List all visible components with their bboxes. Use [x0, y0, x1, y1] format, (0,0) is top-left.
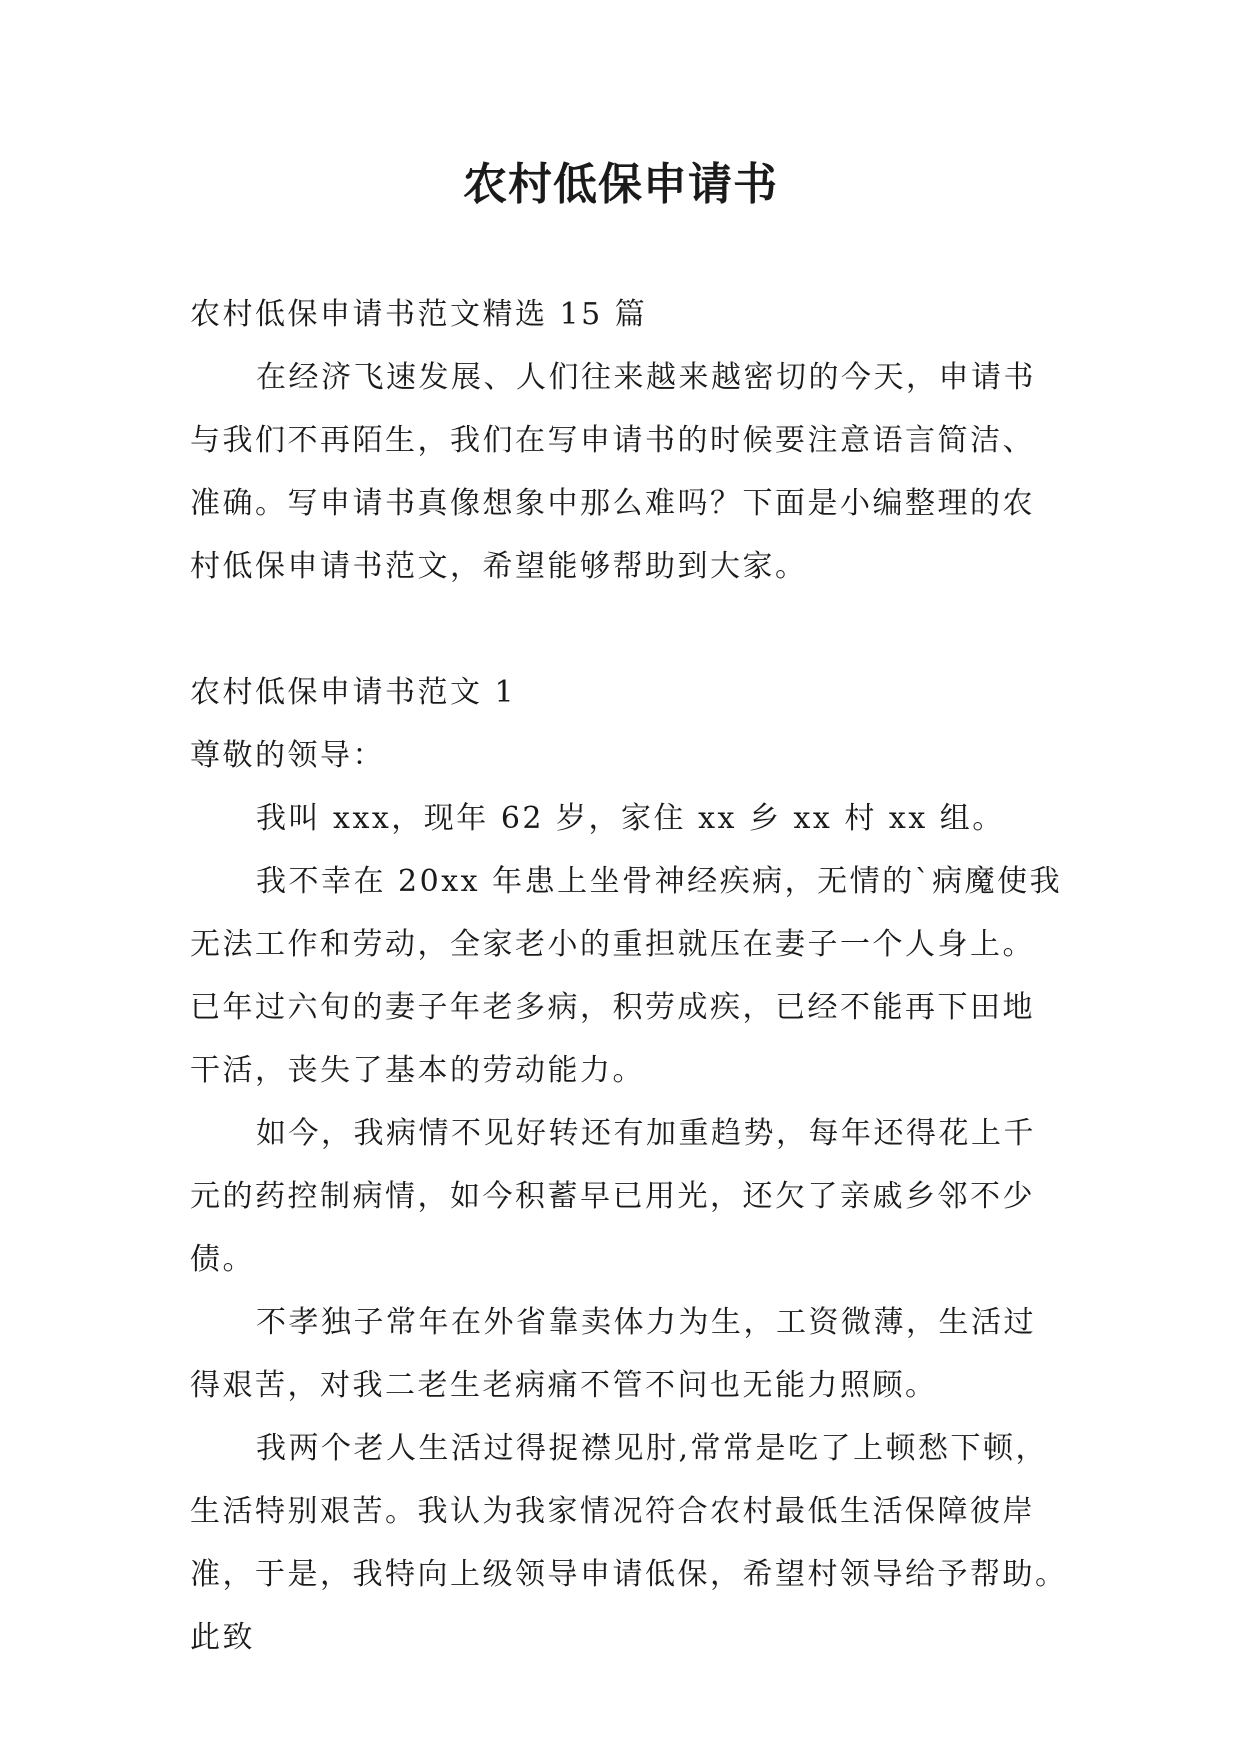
paragraph-line: 元的药控制病情，如今积蓄早已用光，还欠了亲戚乡邻不少 [190, 1179, 1035, 1214]
paragraph-line: 准，于是，我特向上级领导申请低保，希望村领导给予帮助。 [190, 1557, 1068, 1592]
sample-heading: 农村低保申请书范文 1 [190, 675, 517, 710]
paragraph-line: 无法工作和劳动，全家老小的重担就压在妻子一个人身上。 [190, 927, 1035, 962]
paragraph-line: 我不幸在 20xx 年患上坐骨神经疾病，无情的`病魔使我 [256, 864, 1063, 899]
paragraph-line: 得艰苦，对我二老生老病痛不管不问也无能力照顾。 [190, 1368, 938, 1403]
paragraph-line: 我叫 xxx，现年 62 岁，家住 xx 乡 xx 村 xx 组。 [256, 801, 1005, 836]
intro-line: 与我们不再陌生，我们在写申请书的时候要注意语言简洁、 [190, 423, 1035, 458]
paragraph-line: 已年过六旬的妻子年老多病，积劳成疾，已经不能再下田地 [190, 990, 1035, 1025]
intro-line: 在经济飞速发展、人们往来越来越密切的今天，申请书 [256, 360, 1036, 395]
paragraph-gap [190, 598, 1070, 661]
salutation: 尊敬的领导： [190, 738, 385, 773]
paragraph-line: 生活特别艰苦。我认为我家情况符合农村最低生活保障彼岸 [190, 1494, 1035, 1529]
paragraph-line: 不孝独子常年在外省靠卖体力为生，工资微薄，生活过 [256, 1305, 1036, 1340]
closing: 此致 [190, 1620, 255, 1655]
paragraph-line: 债。 [190, 1242, 255, 1277]
document-subtitle: 农村低保申请书范文精选 15 篇 [190, 297, 648, 332]
document-body [190, 283, 1070, 1669]
paragraph-line: 如今，我病情不见好转还有加重趋势，每年还得花上千 [256, 1116, 1036, 1151]
paragraph-line: 干活，丧失了基本的劳动能力。 [190, 1053, 645, 1088]
paragraph-line: 我两个老人生活过得捉襟见肘,常常是吃了上顿愁下顿， [256, 1431, 1049, 1466]
intro-line: 村低保申请书范文，希望能够帮助到大家。 [190, 549, 808, 584]
document-title: 农村低保申请书 [463, 159, 778, 210]
intro-line: 准确。写申请书真像想象中那么难吗？下面是小编整理的农 [190, 486, 1035, 521]
